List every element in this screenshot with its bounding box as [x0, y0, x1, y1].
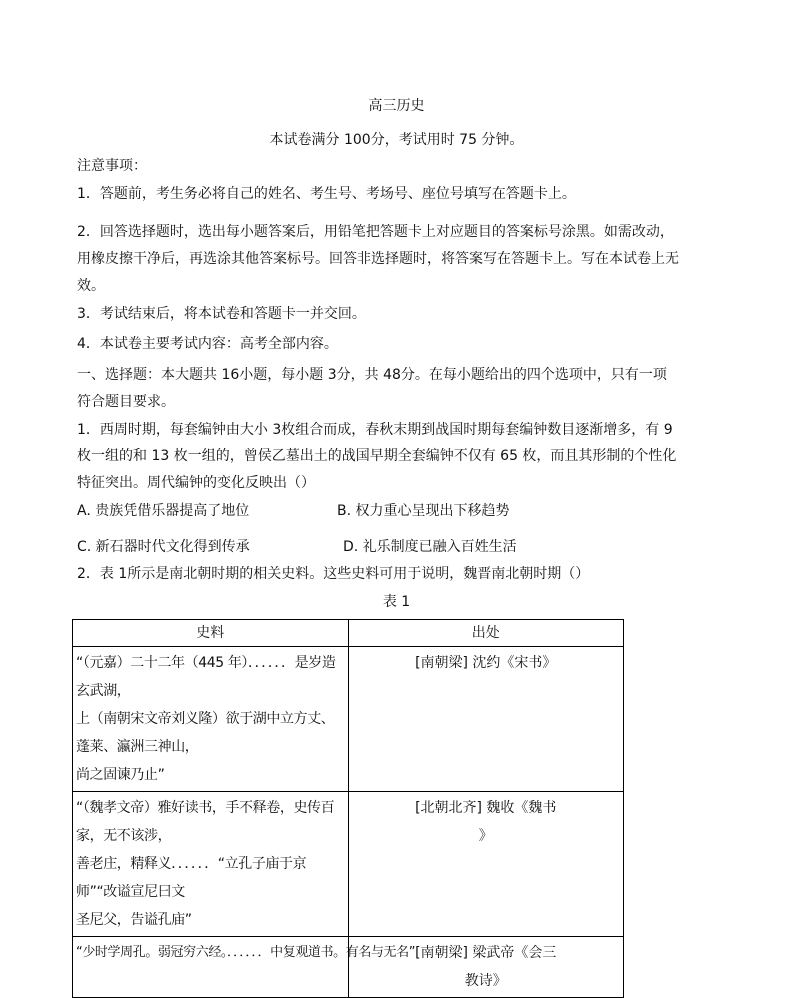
section-instructions: 符合题目要求。	[77, 394, 175, 410]
text-line: [北朝北齐] 魏收《魏书	[415, 800, 557, 816]
notice-heading: 注意事项：	[77, 158, 147, 174]
option-d: D. 礼乐制度已融入百姓生活	[343, 539, 517, 555]
source-text-cell	[73, 792, 349, 937]
text-line: “（魏孝文帝）雅好读书，手不释卷，史传百家，无不该涉，	[76, 800, 335, 844]
text-line: 善老庄，精释义．．．．．．“立孔子庙于京师”“改谥宣尼曰文	[76, 856, 307, 900]
question-stem: 2．表 1所示是南北朝时期的相关史料。这些史料可用于说明，魏晋南北朝时期（）	[77, 566, 590, 582]
notice-item: 效。	[77, 278, 105, 294]
origin-cell	[348, 792, 624, 937]
option-a: A. 贵族凭借乐器提高了地位	[77, 503, 250, 519]
source-table	[72, 619, 624, 998]
table-header-row	[73, 620, 624, 647]
text-line: [南朝梁] 沈约《宋书》	[415, 655, 557, 671]
option-c: C. 新石器时代文化得到传承	[77, 539, 250, 555]
question-stem: 枚一组的和 13 枚一组的，曾侯乙墓出土的战国早期全套编钟不仅有 65 枚，而且其形制的个性化	[77, 448, 677, 464]
source-text-cell	[73, 937, 416, 998]
notice-item: 2．回答选择题时，选出每小题答案后，用铅笔把答题卡上对应题目的答案标号涂黑。如需改动，	[77, 224, 674, 240]
question-stem: 1．西周时期，每套编钟由大小 3枚组合而成，春秋末期到战国时期每套编钟数目逐渐增多，有 9	[77, 422, 673, 438]
text-line: 上（南朝宋文帝刘义隆）欲于湖中立方丈、蓬莱、瀛洲三神山，	[76, 711, 335, 755]
page-title: 高三历史	[368, 98, 425, 114]
option-b: B. 权力重心呈现出下移趋势	[337, 503, 510, 519]
origin-cell	[348, 647, 624, 792]
notice-item: 4．本试卷主要考试内容：高考全部内容。	[77, 336, 338, 352]
text-line: “（元嘉）二十二年（445 年）．．．．．．是岁造玄武湖，	[76, 655, 336, 699]
text-line: 》	[478, 828, 493, 844]
text-line: 圣尼父，告谥孔庙”	[76, 912, 192, 928]
section-instructions: 一、选择题：本大题共 16小题，每小题 3分，共 48分。在每小题给出的四个选项中，只有一项	[77, 367, 667, 383]
column-header-origin: 出处	[348, 620, 624, 647]
notice-item: 1．答题前，考生务必将自己的姓名、考生号、考场号、座位号填写在答题卡上。	[77, 186, 576, 202]
notice-item: 3．考试结束后，将本试卷和答题卡一并交回。	[77, 306, 366, 322]
text-line: 教诗》	[464, 973, 507, 989]
source-text-cell	[73, 647, 349, 792]
table-row	[73, 937, 624, 998]
column-header-source-text: 史料	[73, 620, 349, 647]
text-line: [南朝梁] 梁武帝《会三	[415, 945, 557, 961]
notice-item: 用橡皮擦干净后，再选涂其他答案标号。回答非选择题时，将答案写在答题卡上。写在本试卷上无	[77, 251, 679, 267]
exam-info: 本试卷满分 100分，考试用时 75 分钟。	[269, 132, 524, 148]
text-line: “少时学周孔。弱冠穷六经。．．．．．．中复观道书。有名与无名”	[76, 945, 416, 960]
table-caption: 表 1	[382, 594, 411, 610]
text-line: 尚之固谏乃止”	[76, 767, 165, 783]
table-row	[73, 792, 624, 937]
table-row	[73, 647, 624, 792]
question-stem: 特征突出。周代编钟的变化反映出（）	[77, 475, 315, 491]
